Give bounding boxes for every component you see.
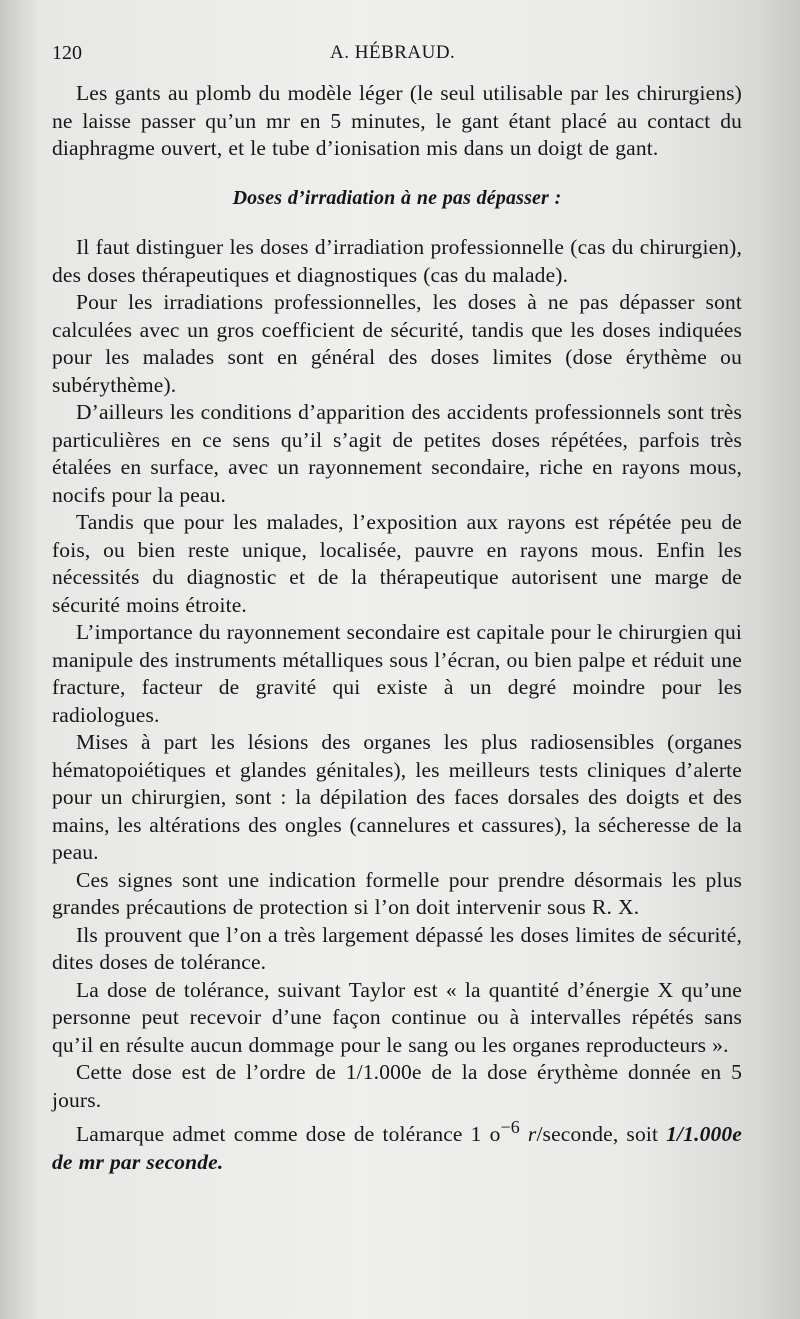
exponent: −6	[500, 1117, 520, 1137]
unit-symbol: r	[519, 1122, 537, 1147]
running-head: A. HÉBRAUD.	[330, 42, 456, 63]
section-heading: Doses d’irradiation à ne pas dépasser :	[232, 186, 562, 209]
paragraph-tolerance	[52, 1114, 742, 1176]
paragraph: D’ailleurs les conditions d’apparition des accidents professionnels sont très particulières en ce sens qu’il s’agit de petites doses répétées, parfois très étalées en surface, avec un rayonnement secondaire, riche en rayons mous, nocifs pour la peau.	[52, 400, 742, 507]
paragraph: Les gants au plomb du modèle léger (le seul utilisable par les chirurgiens) ne laisse passer qu’un mr en 5 minutes, le gant étant placé au contact du diaphragme ouvert, et le tube d’ionisation mis dans un doigt de gant.	[52, 81, 742, 160]
paragraph: L’importance du rayonnement secondaire est capitale pour le chirurgien qui manipule des instruments métalliques sous l’écran, ou bien palpe et réduit une fracture, facteur de gravité qui existe à un degré moindre pour les radiologues.	[52, 620, 742, 727]
paragraph: Ces signes sont une indication formelle pour prendre désormais les plus grandes précautions de protection si l’on doit intervenir sous R. X.	[52, 867, 742, 919]
paragraph: Ils prouvent que l’on a très largement dépassé les doses limites de sécurité, dites doses de tolérance.	[52, 922, 742, 974]
paragraph: Pour les irradiations professionnelles, les doses à ne pas dépasser sont calculées avec un gros coefficient de sécurité, tandis que les doses indiquées pour les malades sont en général des doses limites (dose érythème ou subérythème).	[52, 290, 742, 397]
paragraph-text: Lamarque admet comme dose de tolérance 1 o	[76, 1122, 501, 1147]
paragraph: La dose de tolérance, suivant Taylor est « la quantité d’énergie X qu’une personne peut recevoir d’une façon continue ou à intervalles répétés sans qu’il en résulte aucun dommage pour le sang ou les organes reproducteurs ».	[52, 977, 742, 1057]
paragraph: Cette dose est de l’ordre de 1/1.000e de la dose érythème donnée en 5 jours.	[52, 1060, 742, 1112]
emphasized-value: 1/1.000e de mr par seconde.	[52, 1122, 742, 1174]
body-text	[52, 80, 742, 1176]
paragraph: Il faut distinguer les doses d’irradiation professionnelle (cas du chirurgien), des doses thérapeutiques et diagnostiques (cas du malade).	[52, 235, 742, 287]
page-number: 120	[52, 42, 82, 64]
paragraph: Mises à part les lésions des organes les plus radiosensibles (organes hématopoiétiques et glandes génitales), les meilleurs tests cliniques d’alerte pour un chirurgien, sont : la dépilation des faces dorsales des doigts et des mains, les altérations des ongles (cannelures et cassures), la sécheresse de la peau.	[52, 730, 742, 864]
paragraph-text: /seconde, soit	[536, 1122, 667, 1147]
paragraph: Tandis que pour les malades, l’exposition aux rayons est répétée peu de fois, ou bien reste unique, localisée, pauvre en rayons mous. Enfin les nécessités du diagnostic et de la thérapeutique autorisent une marge de sécurité moins étroite.	[52, 510, 742, 617]
